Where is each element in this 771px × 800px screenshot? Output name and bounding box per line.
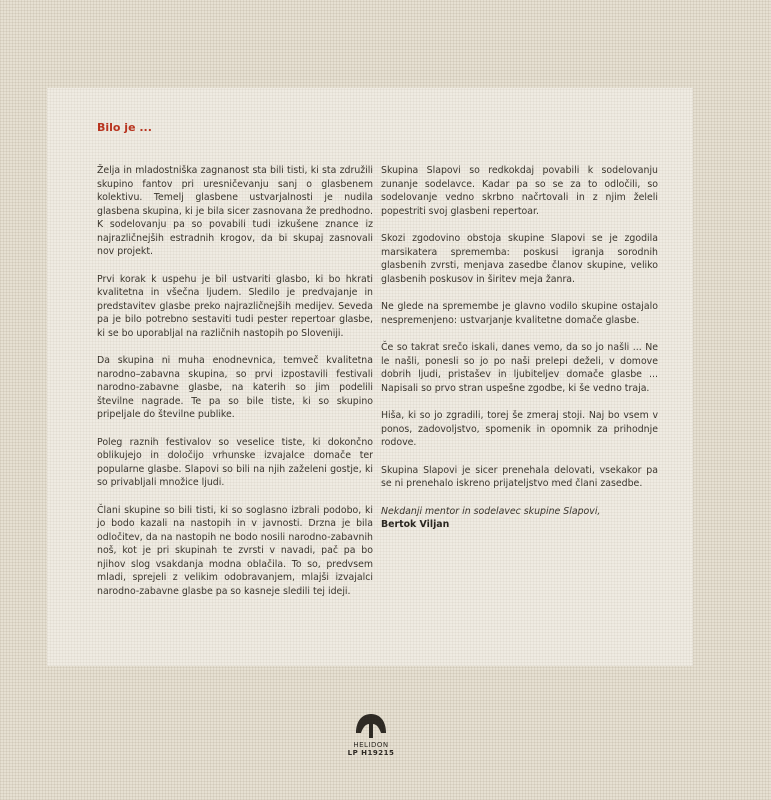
brand-name: HELIDON (353, 741, 389, 749)
right-column (381, 164, 658, 532)
paragraph: Hiša, ki so jo zgradili, torej še zmeraj stoji. Naj bo vsem v ponos, zadovoljstvo, spomenik in opomnik za prihodnje rodove. (381, 410, 658, 448)
paragraph: Poleg raznih festivalov so veselice tiste, ki dokončno oblikujejo in določijo vrhunske izvajalce domače ter popularne glasbe. Slapovi so bili na njih zaželeni gostje, ki so privabljali množice ljudi. (97, 436, 373, 488)
paragraph: Da skupina ni muha enodnevnica, temveč kvalitetna narodno–zabavna skupina, so prvi izpostavili festivali narodno-zabavne glasbe, na katerih so jim podelili številne nagrade. Te pa so bile tiste, ki so skupino pripeljale do številne publike. (97, 355, 373, 420)
paragraph: Če so takrat srečo iskali, danes vemo, da so jo našli ... Ne le našli, ponesli so jo po naši prelepi deželi, v domove dobrih ljudi, pristašev in ljubiteljev domače glasbe ... Napisali so prvo stran uspešne zgodbe, ki še vedno traja. (381, 342, 658, 394)
heading: Bilo je ... (97, 121, 152, 134)
paragraph: Člani skupine so bili tisti, ki so soglasno izbrali podobo, ki jo bodo kazali na nastopih in v javnosti. Drzna je bila odločitev, da na nastopih ne bodo nosili narodno-zabavnih noš, kot je pri skupinah te zvrsti v navadi, pač pa bo njihov slog vsakdanja modna oblačila. To so, predvsem mladi, sprejeli z velikim odobravanjem, mlajši izvajalci narodno-zabavne glasbe pa so kasneje sledili tej ideji. (97, 504, 373, 597)
signature-name: Bertok Viljan (381, 519, 450, 530)
paragraph: Želja in mladostniška zagnanost sta bili tisti, ki sta združili skupino fantov pri uresničevanju sanj o glasbenem kolektivu. Temelj glasbene ustvarjalnosti je nudila glasbena skupina, ki je bila sicer zasnovana že predhodno. K sodelovanju pa so povabili tudi izkušene znance iz najrazličnejših estradnih krogov, da bi skupaj zasnovali nov projekt. (97, 165, 373, 257)
signature (381, 505, 658, 532)
paragraph: Skozi zgodovino obstoja skupine Slapovi se je zgodila marsikatera sprememba: poskusi igranja sorodnih glasbenih zvrsti, menjava zasedbe članov skupine, veliko glasbenih poskusov in širitev meja žanra. (381, 233, 658, 285)
helidon-logo-icon (355, 712, 387, 740)
paragraph: Skupina Slapovi so redkokdaj povabili k sodelovanju zunanje sodelavce. Kadar pa so se za to odločili, so sodelovanje vedno skrbno načrtovali in z njim želeli popestriti svoj glasbeni repertoar. (381, 165, 658, 217)
signature-role: Nekdanji mentor in sodelavec skupine Slapovi, (381, 505, 601, 517)
paragraph: Ne glede na spremembe je glavno vodilo skupine ostajalo nespremenjeno: ustvarjanje kvalitetne domače glasbe. (381, 301, 658, 326)
paragraph: Skupina Slapovi je sicer prenehala delovati, vsekakor pa se ni prenehalo iskreno prijateljstvo med člani zasedbe. (381, 464, 658, 489)
catalog-number: LP H19215 (347, 749, 395, 757)
label-logo (333, 712, 409, 757)
paragraph: Prvi korak k uspehu je bil ustvariti glasbo, ki bo hkrati kvalitetna in všečna ljudem. Sledilo je predvajanje in predstavitev glasbe preko najrazličnejših medijev. Seveda pa je bilo potrebno sestaviti tudi pester repertoar glasbe, ki se bo uporabljal na različnih nastopih po Sloveniji. (97, 273, 373, 339)
left-column (97, 164, 373, 612)
